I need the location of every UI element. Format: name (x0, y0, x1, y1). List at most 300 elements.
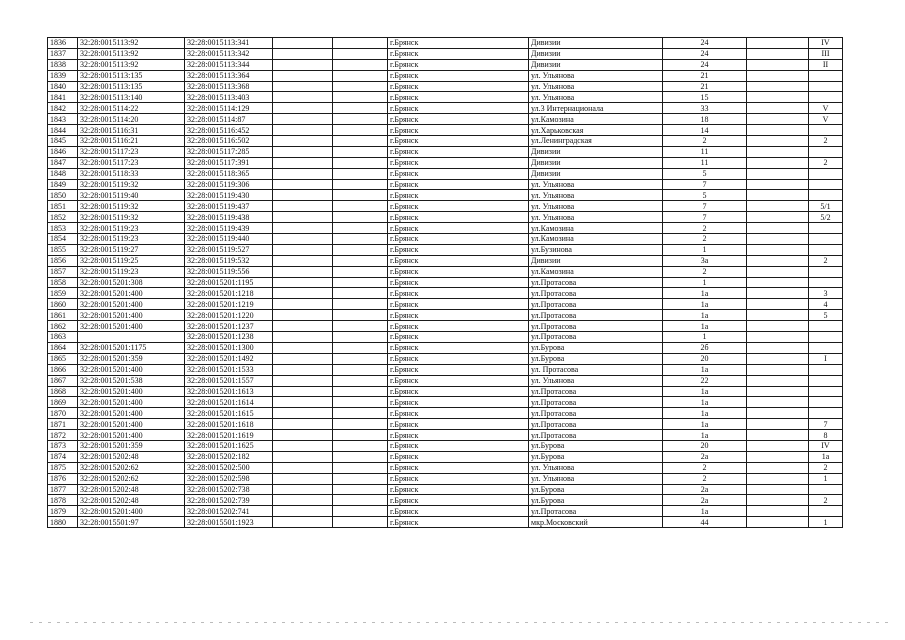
building-number-cell (809, 484, 843, 495)
table-row (48, 288, 843, 299)
empty-cell (273, 212, 333, 223)
empty-cell (333, 321, 388, 332)
city-cell: г.Брянск (388, 364, 529, 375)
land-cadastral-number-cell: 32:28:0015118:33 (78, 168, 185, 179)
building-number-cell (809, 386, 843, 397)
empty-cell (333, 179, 388, 190)
building-cadastral-number-cell: 32:28:0015201:1238 (185, 332, 273, 343)
table-row (48, 92, 843, 103)
land-cadastral-number-cell: 32:28:0015119:23 (78, 234, 185, 245)
house-number-cell: 21 (663, 70, 747, 81)
building-cadastral-number-cell: 32:28:0015116:502 (185, 136, 273, 147)
house-number-cell: 22 (663, 375, 747, 386)
land-cadastral-number-cell: 32:28:0015119:40 (78, 190, 185, 201)
empty-cell (273, 201, 333, 212)
row-number-cell: 1867 (48, 375, 78, 386)
empty-cell (333, 103, 388, 114)
street-cell: Дивизии (529, 168, 663, 179)
table-row (48, 440, 843, 451)
building-number-cell (809, 506, 843, 517)
row-number-cell: 1862 (48, 321, 78, 332)
land-cadastral-number-cell: 32:28:0015119:23 (78, 266, 185, 277)
empty-cell (333, 146, 388, 157)
house-number-cell: 1а (663, 419, 747, 430)
building-number-cell: V (809, 103, 843, 114)
street-cell: ул.Протасова (529, 506, 663, 517)
house-number-cell: 2 (663, 266, 747, 277)
city-cell: г.Брянск (388, 462, 529, 473)
table-row (48, 201, 843, 212)
empty-cell (273, 114, 333, 125)
empty-cell (273, 353, 333, 364)
street-cell: ул.Бурова (529, 451, 663, 462)
street-cell: ул. Ульянова (529, 81, 663, 92)
empty-cell (747, 342, 809, 353)
house-number-cell: 5 (663, 168, 747, 179)
empty-cell (273, 146, 333, 157)
building-cadastral-number-cell: 32:28:0015201:1219 (185, 299, 273, 310)
building-number-cell: 5/2 (809, 212, 843, 223)
city-cell: г.Брянск (388, 451, 529, 462)
street-cell: ул.Бурова (529, 495, 663, 506)
empty-cell (273, 136, 333, 147)
building-cadastral-number-cell: 32:28:0015119:430 (185, 190, 273, 201)
table-row (48, 212, 843, 223)
house-number-cell: 2 (663, 462, 747, 473)
building-cadastral-number-cell: 32:28:0015202:738 (185, 484, 273, 495)
street-cell: Дивизии (529, 255, 663, 266)
street-cell: Дивизии (529, 59, 663, 70)
row-number-cell: 1857 (48, 266, 78, 277)
building-number-cell (809, 146, 843, 157)
city-cell: г.Брянск (388, 179, 529, 190)
empty-cell (273, 342, 333, 353)
land-cadastral-number-cell: 32:28:0015117:23 (78, 157, 185, 168)
row-number-cell: 1873 (48, 440, 78, 451)
empty-cell (747, 495, 809, 506)
street-cell: ул. Ульянова (529, 179, 663, 190)
empty-cell (333, 506, 388, 517)
empty-cell (747, 375, 809, 386)
empty-cell (747, 234, 809, 245)
empty-cell (333, 353, 388, 364)
land-cadastral-number-cell: 32:28:0015202:62 (78, 473, 185, 484)
row-number-cell: 1845 (48, 136, 78, 147)
empty-cell (273, 277, 333, 288)
empty-cell (747, 266, 809, 277)
empty-cell (273, 386, 333, 397)
land-cadastral-number-cell: 32:28:0015113:140 (78, 92, 185, 103)
street-cell: ул.Протасова (529, 430, 663, 441)
house-number-cell: 1а (663, 321, 747, 332)
row-number-cell: 1876 (48, 473, 78, 484)
empty-cell (273, 321, 333, 332)
house-number-cell: 1 (663, 244, 747, 255)
empty-cell (273, 462, 333, 473)
empty-cell (333, 364, 388, 375)
row-number-cell: 1849 (48, 179, 78, 190)
building-cadastral-number-cell: 32:28:0015119:556 (185, 266, 273, 277)
empty-cell (333, 277, 388, 288)
empty-cell (273, 244, 333, 255)
empty-cell (333, 201, 388, 212)
land-cadastral-number-cell: 32:28:0015114:22 (78, 103, 185, 114)
city-cell: г.Брянск (388, 288, 529, 299)
empty-cell (747, 179, 809, 190)
empty-cell (273, 288, 333, 299)
table-row (48, 59, 843, 70)
building-number-cell: IV (809, 440, 843, 451)
building-number-cell (809, 332, 843, 343)
building-cadastral-number-cell: 32:28:0015117:285 (185, 146, 273, 157)
table-row (48, 375, 843, 386)
building-cadastral-number-cell: 32:28:0015201:1237 (185, 321, 273, 332)
street-cell: ул.Камозина (529, 114, 663, 125)
table-row (48, 168, 843, 179)
table-row (48, 157, 843, 168)
row-number-cell: 1866 (48, 364, 78, 375)
empty-cell (333, 430, 388, 441)
empty-cell (747, 473, 809, 484)
table-row (48, 386, 843, 397)
building-number-cell (809, 223, 843, 234)
building-cadastral-number-cell: 32:28:0015119:440 (185, 234, 273, 245)
empty-cell (747, 48, 809, 59)
city-cell: г.Брянск (388, 255, 529, 266)
empty-cell (273, 103, 333, 114)
row-number-cell: 1869 (48, 397, 78, 408)
building-cadastral-number-cell: 32:28:0015202:739 (185, 495, 273, 506)
city-cell: г.Брянск (388, 430, 529, 441)
empty-cell (747, 386, 809, 397)
table-row (48, 430, 843, 441)
row-number-cell: 1848 (48, 168, 78, 179)
building-number-cell: 4 (809, 299, 843, 310)
building-cadastral-number-cell: 32:28:0015201:1218 (185, 288, 273, 299)
city-cell: г.Брянск (388, 157, 529, 168)
row-number-cell: 1865 (48, 353, 78, 364)
city-cell: г.Брянск (388, 353, 529, 364)
house-number-cell: 1а (663, 408, 747, 419)
row-number-cell: 1851 (48, 201, 78, 212)
empty-cell (333, 190, 388, 201)
street-cell: ул.Бурова (529, 353, 663, 364)
land-cadastral-number-cell: 32:28:0015119:32 (78, 179, 185, 190)
empty-cell (273, 506, 333, 517)
building-number-cell (809, 168, 843, 179)
empty-cell (747, 288, 809, 299)
building-number-cell: 8 (809, 430, 843, 441)
land-cadastral-number-cell: 32:28:0015201:400 (78, 299, 185, 310)
street-cell: мкр.Московский (529, 517, 663, 528)
city-cell: г.Брянск (388, 168, 529, 179)
house-number-cell: 2 (663, 234, 747, 245)
street-cell: ул.Протасова (529, 386, 663, 397)
row-number-cell: 1856 (48, 255, 78, 266)
building-cadastral-number-cell: 32:28:0015118:365 (185, 168, 273, 179)
building-cadastral-number-cell: 32:28:0015119:527 (185, 244, 273, 255)
house-number-cell: 33 (663, 103, 747, 114)
house-number-cell: 7 (663, 212, 747, 223)
house-number-cell: 11 (663, 157, 747, 168)
street-cell: ул. Ульянова (529, 473, 663, 484)
row-number-cell: 1863 (48, 332, 78, 343)
row-number-cell: 1836 (48, 38, 78, 49)
row-number-cell: 1854 (48, 234, 78, 245)
building-cadastral-number-cell: 32:28:0015501:1923 (185, 517, 273, 528)
building-cadastral-number-cell: 32:28:0015119:437 (185, 201, 273, 212)
street-cell: Дивизии (529, 146, 663, 157)
row-number-cell: 1840 (48, 81, 78, 92)
city-cell: г.Брянск (388, 375, 529, 386)
house-number-cell: 1а (663, 397, 747, 408)
table-row (48, 517, 843, 528)
empty-cell (333, 408, 388, 419)
land-cadastral-number-cell: 32:28:0015201:400 (78, 419, 185, 430)
city-cell: г.Брянск (388, 70, 529, 81)
street-cell: ул.Протасова (529, 299, 663, 310)
row-number-cell: 1839 (48, 70, 78, 81)
building-cadastral-number-cell: 32:28:0015201:1613 (185, 386, 273, 397)
empty-cell (333, 38, 388, 49)
building-number-cell: 2 (809, 462, 843, 473)
empty-cell (273, 70, 333, 81)
street-cell: ул. Ульянова (529, 92, 663, 103)
land-cadastral-number-cell (78, 332, 185, 343)
house-number-cell: 1а (663, 386, 747, 397)
row-number-cell: 1843 (48, 114, 78, 125)
address-register-table (47, 37, 843, 528)
building-cadastral-number-cell: 32:28:0015201:1557 (185, 375, 273, 386)
building-cadastral-number-cell: 32:28:0015201:1492 (185, 353, 273, 364)
city-cell: г.Брянск (388, 506, 529, 517)
building-cadastral-number-cell: 32:28:0015113:341 (185, 38, 273, 49)
house-number-cell: 15 (663, 92, 747, 103)
row-number-cell: 1874 (48, 451, 78, 462)
house-number-cell: 2а (663, 484, 747, 495)
city-cell: г.Брянск (388, 277, 529, 288)
empty-cell (273, 168, 333, 179)
table-row (48, 353, 843, 364)
building-cadastral-number-cell: 32:28:0015202:741 (185, 506, 273, 517)
building-number-cell: 2 (809, 157, 843, 168)
building-number-cell (809, 234, 843, 245)
street-cell: ул.Протасова (529, 397, 663, 408)
table-row (48, 136, 843, 147)
building-number-cell (809, 125, 843, 136)
table-row (48, 321, 843, 332)
table-row (48, 190, 843, 201)
empty-cell (333, 342, 388, 353)
table-row (48, 310, 843, 321)
empty-cell (333, 310, 388, 321)
empty-cell (747, 146, 809, 157)
empty-cell (273, 419, 333, 430)
table-row (48, 70, 843, 81)
city-cell: г.Брянск (388, 495, 529, 506)
house-number-cell: 2б (663, 342, 747, 353)
table-row (48, 299, 843, 310)
empty-cell (273, 310, 333, 321)
row-number-cell: 1838 (48, 59, 78, 70)
row-number-cell: 1877 (48, 484, 78, 495)
house-number-cell: 24 (663, 59, 747, 70)
building-cadastral-number-cell: 32:28:0015201:1615 (185, 408, 273, 419)
street-cell: ул. Ульянова (529, 212, 663, 223)
building-cadastral-number-cell: 32:28:0015116:452 (185, 125, 273, 136)
building-number-cell: 5 (809, 310, 843, 321)
table-row (48, 234, 843, 245)
empty-cell (747, 190, 809, 201)
empty-cell (333, 397, 388, 408)
street-cell: Дивизии (529, 48, 663, 59)
empty-cell (333, 223, 388, 234)
building-number-cell: 7 (809, 419, 843, 430)
land-cadastral-number-cell: 32:28:0015501:97 (78, 517, 185, 528)
city-cell: г.Брянск (388, 484, 529, 495)
empty-cell (747, 212, 809, 223)
street-cell: ул.Ленинградская (529, 136, 663, 147)
land-cadastral-number-cell: 32:28:0015119:32 (78, 212, 185, 223)
row-number-cell: 1861 (48, 310, 78, 321)
table-row (48, 114, 843, 125)
land-cadastral-number-cell: 32:28:0015202:48 (78, 495, 185, 506)
city-cell: г.Брянск (388, 38, 529, 49)
land-cadastral-number-cell: 32:28:0015113:92 (78, 48, 185, 59)
land-cadastral-number-cell: 32:28:0015202:62 (78, 462, 185, 473)
empty-cell (747, 59, 809, 70)
land-cadastral-number-cell: 32:28:0015113:92 (78, 38, 185, 49)
building-number-cell: IV (809, 38, 843, 49)
house-number-cell: 2 (663, 223, 747, 234)
house-number-cell: 3а (663, 255, 747, 266)
city-cell: г.Брянск (388, 114, 529, 125)
empty-cell (747, 114, 809, 125)
empty-cell (333, 419, 388, 430)
building-number-cell (809, 321, 843, 332)
table-row (48, 266, 843, 277)
street-cell: Дивизии (529, 38, 663, 49)
table-row (48, 408, 843, 419)
building-number-cell: I (809, 353, 843, 364)
house-number-cell: 20 (663, 440, 747, 451)
building-cadastral-number-cell: 32:28:0015119:439 (185, 223, 273, 234)
land-cadastral-number-cell: 32:28:0015202:48 (78, 451, 185, 462)
building-number-cell (809, 81, 843, 92)
empty-cell (747, 440, 809, 451)
street-cell: ул. Ульянова (529, 201, 663, 212)
table-row (48, 342, 843, 353)
land-cadastral-number-cell: 32:28:0015201:400 (78, 506, 185, 517)
street-cell: ул.Харьковская (529, 125, 663, 136)
city-cell: г.Брянск (388, 517, 529, 528)
building-cadastral-number-cell: 32:28:0015201:1619 (185, 430, 273, 441)
city-cell: г.Брянск (388, 473, 529, 484)
street-cell: ул.Протасова (529, 277, 663, 288)
row-number-cell: 1858 (48, 277, 78, 288)
empty-cell (333, 244, 388, 255)
building-number-cell: 3 (809, 288, 843, 299)
building-cadastral-number-cell: 32:28:0015113:342 (185, 48, 273, 59)
building-number-cell (809, 397, 843, 408)
empty-cell (273, 408, 333, 419)
building-number-cell (809, 70, 843, 81)
house-number-cell: 7 (663, 179, 747, 190)
land-cadastral-number-cell: 32:28:0015113:92 (78, 59, 185, 70)
building-cadastral-number-cell: 32:28:0015202:182 (185, 451, 273, 462)
empty-cell (273, 157, 333, 168)
table-row (48, 473, 843, 484)
land-cadastral-number-cell: 32:28:0015201:400 (78, 364, 185, 375)
empty-cell (333, 234, 388, 245)
street-cell: ул.Камозина (529, 266, 663, 277)
house-number-cell: 24 (663, 48, 747, 59)
table-row (48, 146, 843, 157)
row-number-cell: 1864 (48, 342, 78, 353)
building-cadastral-number-cell: 32:28:0015114:129 (185, 103, 273, 114)
house-number-cell: 44 (663, 517, 747, 528)
land-cadastral-number-cell: 32:28:0015201:400 (78, 408, 185, 419)
building-cadastral-number-cell: 32:28:0015201:1618 (185, 419, 273, 430)
land-cadastral-number-cell: 32:28:0015201:400 (78, 430, 185, 441)
scan-artifact-line (30, 622, 890, 623)
city-cell: г.Брянск (388, 92, 529, 103)
empty-cell (273, 38, 333, 49)
table-row (48, 506, 843, 517)
land-cadastral-number-cell: 32:28:0015201:359 (78, 353, 185, 364)
building-number-cell (809, 277, 843, 288)
empty-cell (747, 310, 809, 321)
row-number-cell: 1842 (48, 103, 78, 114)
building-number-cell (809, 375, 843, 386)
land-cadastral-number-cell: 32:28:0015201:308 (78, 277, 185, 288)
empty-cell (747, 299, 809, 310)
city-cell: г.Брянск (388, 266, 529, 277)
land-cadastral-number-cell: 32:28:0015201:359 (78, 440, 185, 451)
table-row (48, 48, 843, 59)
street-cell: ул.Протасова (529, 419, 663, 430)
empty-cell (333, 451, 388, 462)
building-cadastral-number-cell: 32:28:0015202:500 (185, 462, 273, 473)
street-cell: ул.Протасова (529, 321, 663, 332)
street-cell: ул. Ульянова (529, 375, 663, 386)
building-number-cell (809, 179, 843, 190)
row-number-cell: 1868 (48, 386, 78, 397)
empty-cell (747, 38, 809, 49)
building-cadastral-number-cell: 32:28:0015113:368 (185, 81, 273, 92)
street-cell: ул. Ульянова (529, 70, 663, 81)
table-row (48, 125, 843, 136)
empty-cell (747, 125, 809, 136)
building-cadastral-number-cell: 32:28:0015113:403 (185, 92, 273, 103)
city-cell: г.Брянск (388, 201, 529, 212)
street-cell: ул.Протасова (529, 332, 663, 343)
empty-cell (333, 81, 388, 92)
house-number-cell: 18 (663, 114, 747, 125)
building-number-cell (809, 342, 843, 353)
building-number-cell: 2 (809, 136, 843, 147)
land-cadastral-number-cell: 32:28:0015201:538 (78, 375, 185, 386)
house-number-cell: 1а (663, 288, 747, 299)
building-number-cell: III (809, 48, 843, 59)
street-cell: ул.Бурова (529, 342, 663, 353)
empty-cell (747, 92, 809, 103)
empty-cell (747, 81, 809, 92)
building-number-cell: II (809, 59, 843, 70)
empty-cell (747, 397, 809, 408)
building-cadastral-number-cell: 32:28:0015201:1195 (185, 277, 273, 288)
city-cell: г.Брянск (388, 440, 529, 451)
